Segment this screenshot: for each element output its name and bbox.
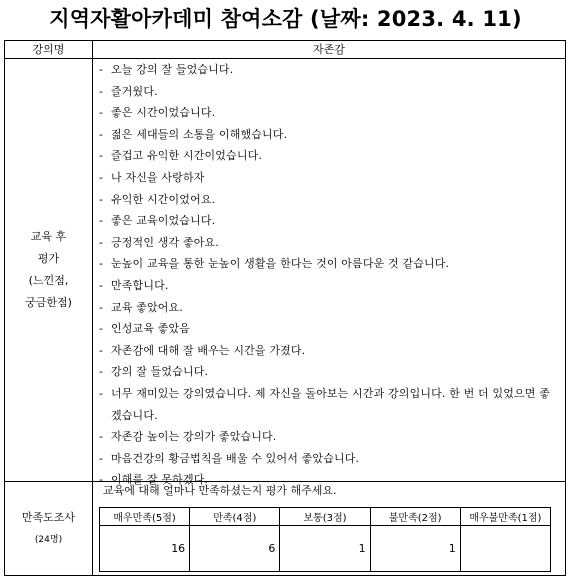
comment-text: 좋은 교육이었습니다.	[111, 214, 216, 228]
dash-bullet: -	[99, 170, 104, 184]
column-very-dissatisfied: 매우불만족(1점)	[460, 508, 550, 526]
list-item	[93, 253, 565, 275]
comment-text: 오늘 강의 잘 들었습니다.	[111, 63, 234, 76]
dash-bullet: -	[99, 430, 104, 444]
respondent-count: (24명)	[34, 534, 63, 545]
list-item	[93, 232, 565, 254]
column-satisfied: 만족(4점)	[190, 508, 280, 526]
dash-bullet: -	[99, 149, 104, 163]
survey-question: 교육에 대해 얼마나 만족하셨는지 평가 해주세요.	[103, 484, 337, 497]
list-item	[93, 448, 565, 470]
list-item	[93, 81, 565, 103]
feedback-label-line: 평가	[37, 252, 60, 265]
comment-text: 자존감에 대해 잘 배우는 시간을 가졌다.	[111, 343, 306, 357]
dash-bullet: -	[99, 106, 104, 120]
comment-text: 긍정적인 생각 좋아요.	[111, 235, 219, 249]
comment-text: 나 자신을 사랑하자	[111, 170, 205, 184]
comment-text: 눈높이 교육을 통한 눈높이 생활을 한다는 것이 아름다운 것 같습니다.	[111, 257, 450, 271]
comment-text: 마음건강의 황금법칙을 배울 수 있어서 좋았습니다.	[111, 451, 360, 465]
header-lecture-name-label: 강의명	[5, 41, 93, 58]
list-item	[93, 59, 565, 81]
comment-text: 인성교육 좋았음	[111, 322, 191, 336]
value-dissatisfied: 1	[370, 526, 460, 572]
list-item	[93, 361, 565, 383]
dash-bullet: -	[99, 63, 104, 76]
survey-content-cell	[93, 482, 565, 575]
list-item	[93, 124, 565, 146]
comment-text: 강의 잘 들었습니다.	[111, 365, 209, 379]
column-very-satisfied: 매우만족(5점)	[100, 508, 190, 526]
comment-text: 너무 재미있는 강의였습니다. 제 자신을 돌아보는 시간과 강의입니다. 한 번 더 있었으면 좋겠습니다.	[111, 386, 550, 422]
dash-bullet: -	[99, 127, 104, 141]
feedback-label-line: (느낀점,	[28, 274, 69, 287]
list-item	[93, 318, 565, 340]
list-item	[93, 210, 565, 232]
feedback-label-line: 궁금한점)	[25, 296, 72, 309]
dash-bullet: -	[99, 386, 104, 400]
satisfaction-table	[99, 507, 551, 572]
list-item	[93, 189, 565, 211]
list-item	[93, 426, 565, 448]
dash-bullet: -	[99, 278, 104, 292]
comment-text: 즐거웠다.	[111, 84, 158, 98]
survey-label: 만족도조사	[21, 510, 76, 524]
value-very-satisfied: 16	[100, 526, 190, 572]
feedback-comments-cell	[93, 59, 565, 487]
comment-text: 즐겁고 유익한 시간이었습니다.	[111, 149, 263, 163]
comment-text: 만족합니다.	[111, 278, 169, 292]
list-item	[93, 167, 565, 189]
dash-bullet: -	[99, 365, 104, 379]
dash-bullet: -	[99, 343, 104, 357]
feedback-comment-list	[93, 59, 565, 491]
dash-bullet: -	[99, 214, 104, 228]
comment-text: 자존감 높이는 강의가 좋았습니다.	[111, 430, 277, 444]
dash-bullet: -	[99, 300, 104, 314]
dash-bullet: -	[99, 257, 104, 271]
list-item	[93, 275, 565, 297]
column-neutral: 보통(3점)	[280, 508, 370, 526]
dash-bullet: -	[99, 235, 104, 249]
comment-text: 젊은 세대들의 소통을 이해했습니다.	[111, 127, 288, 141]
dash-bullet: -	[99, 192, 104, 206]
satisfaction-header-row	[100, 508, 551, 526]
satisfaction-values-row	[100, 526, 551, 572]
comment-text: 유익한 시간이었어요.	[111, 192, 216, 206]
header-lecture-name-value: 자존감	[313, 43, 345, 56]
feedback-label-cell	[5, 59, 93, 482]
list-item	[93, 145, 565, 167]
feedback-label	[25, 226, 72, 314]
list-item	[93, 383, 565, 426]
feedback-label-line: 교육 후	[30, 230, 67, 243]
list-item	[93, 340, 565, 362]
dash-bullet: -	[99, 84, 104, 98]
dash-bullet: -	[99, 473, 104, 487]
dash-bullet: -	[99, 451, 104, 465]
evaluation-table	[4, 40, 566, 576]
column-dissatisfied: 불만족(2점)	[370, 508, 460, 526]
value-neutral: 1	[280, 526, 370, 572]
comment-text: 이해를 잘 못하겠다.	[111, 473, 209, 487]
comment-text: 교육 좋았어요.	[111, 300, 183, 314]
table-header-row	[5, 41, 565, 59]
value-very-dissatisfied	[460, 526, 550, 572]
survey-label-cell	[5, 482, 93, 575]
comment-text: 좋은 시간이었습니다.	[111, 106, 216, 120]
page-title: 지역자활아카데미 참여소감 (날짜: 2023. 4. 11)	[49, 7, 522, 31]
list-item	[93, 102, 565, 124]
value-satisfied: 6	[190, 526, 280, 572]
dash-bullet: -	[99, 322, 104, 336]
list-item	[93, 297, 565, 319]
